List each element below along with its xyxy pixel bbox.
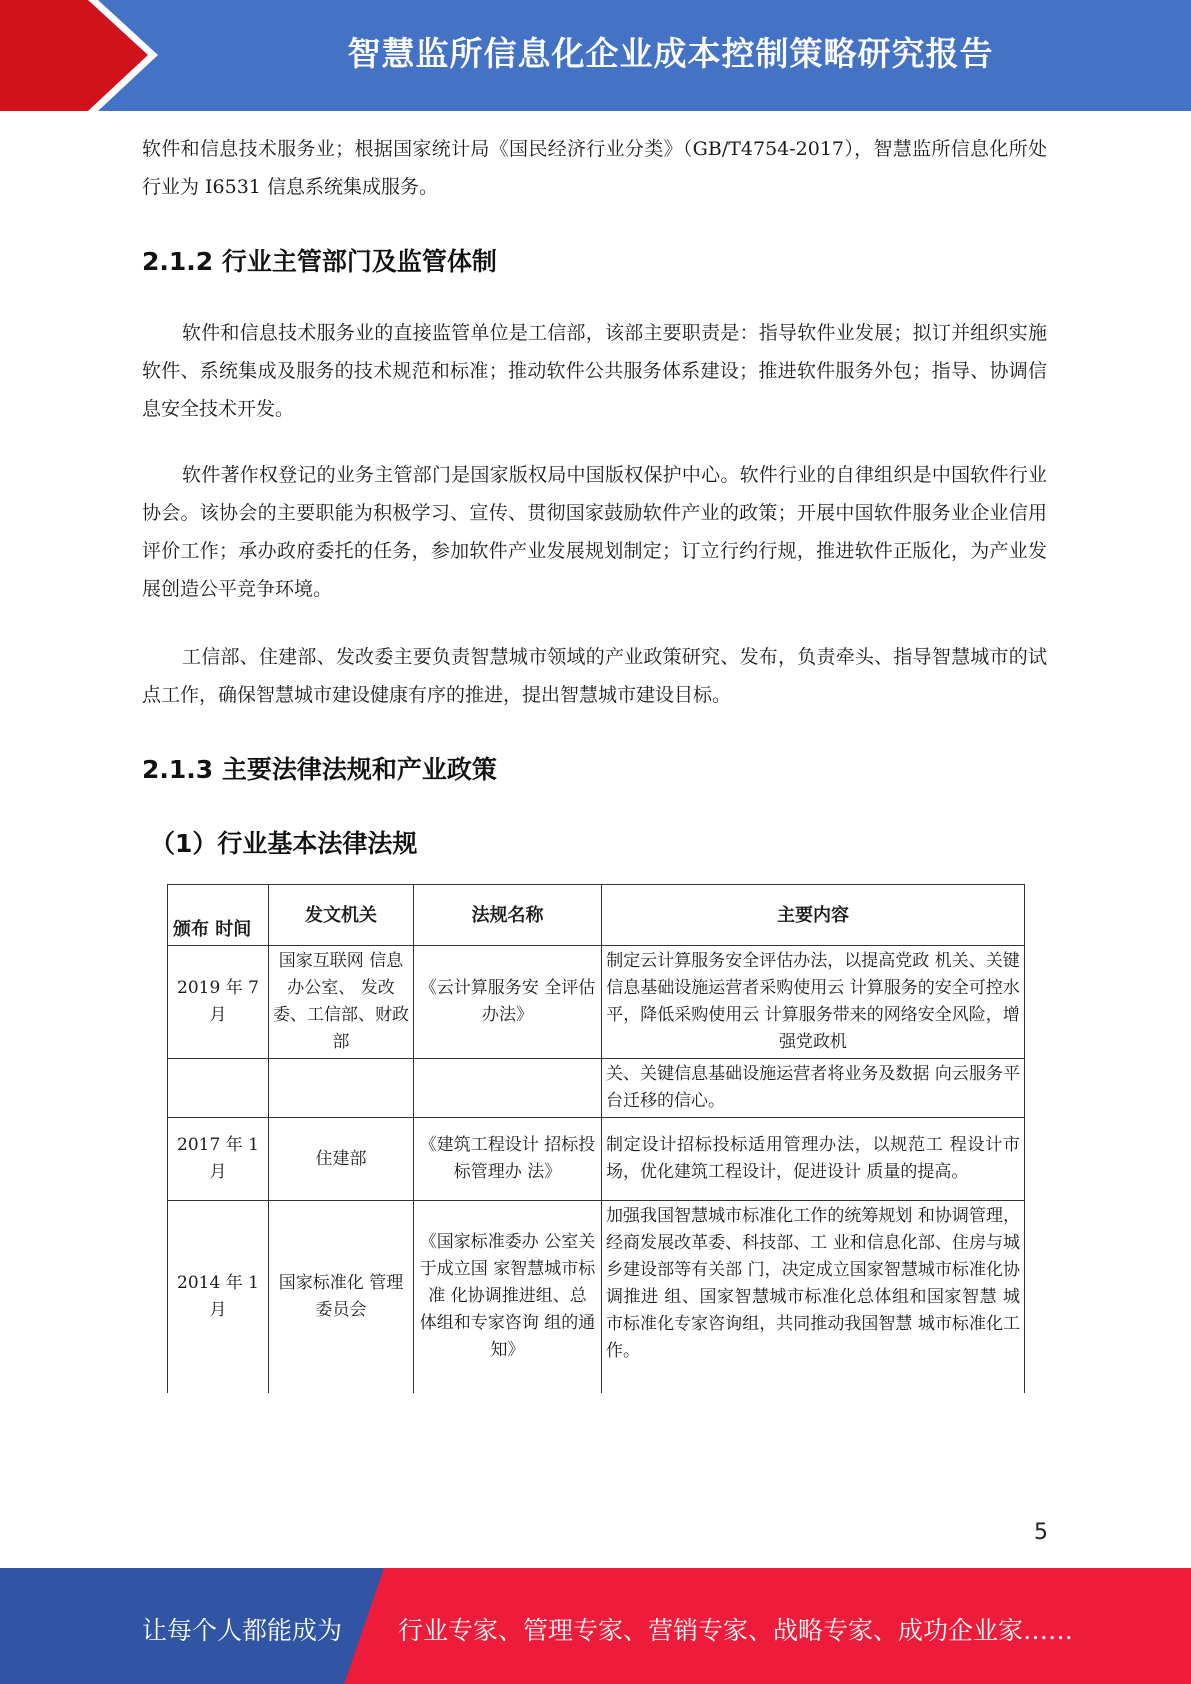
- cell-agency: [269, 1059, 414, 1118]
- table-row: [168, 1118, 1025, 1201]
- paragraph-regulator: 软件和信息技术服务业的直接监管单位是工信部，该部主要职责是：指导软件业发展；拟订并组织实施软件、系统集成及服务的技术规范和标准；推动软件公共服务体系建设；推进软件服务外包；指导、协调信息安全技术开发。: [142, 322, 1047, 420]
- cell-time: 2014 年 1月: [168, 1201, 269, 1393]
- header-cell-name: 法规名称: [414, 885, 602, 946]
- document-title: 智慧监所信息化企业成本控制策略研究报告: [347, 34, 994, 73]
- subsection-heading: （1）行业基本法律法规: [150, 829, 418, 858]
- footer-slogan-right: 行业专家、管理专家、营销专家、战略专家、成功企业家……: [398, 1616, 1074, 1645]
- cell-name: 《建筑工程设计 招标投标管理办 法》: [414, 1118, 602, 1201]
- regulations-table: [167, 884, 1024, 1393]
- document-body: [142, 130, 1047, 860]
- table-header-row: [168, 885, 1025, 946]
- section-heading-2-1-3: 2.1.3 主要法律法规和产业政策: [142, 755, 497, 784]
- intro-paragraph: 软件和信息技术服务业；根据国家统计局《国民经济行业分类》（GB/T4754-2017），智慧监所信息化所处行业为 I6531 信息系统集成服务。: [142, 138, 1047, 198]
- cell-content: 制定云计算服务安全评估办法，以提高党政 机关、关键信息基础设施运营者采购使用云 计算服务的安全可控水平，降低采购使用云 计算服务带来的网络安全风险，增强党政机: [602, 946, 1025, 1059]
- header-band: [0, 0, 1191, 111]
- paragraph-copyright: 软件著作权登记的业务主管部门是国家版权局中国版权保护中心。软件行业的自律组织是中国软件行业协会。该协会的主要职能为积极学习、宣传、贯彻国家鼓励软件产业的政策；开展中国软件服务业企业信用评价工作；承办政府委托的任务，参加软件产业发展规划制定；订立行约行规，推进软件正版化，为产业发展创造公平竞争环境。: [142, 464, 1047, 600]
- paragraph-smart-city: 工信部、住建部、发改委主要负责智慧城市领域的产业政策研究、发布，负责牵头、指导智慧城市的试点工作，确保智慧城市建设健康有序的推进，提出智慧城市建设目标。: [142, 646, 1047, 706]
- cell-time: 2017 年 1月: [168, 1118, 269, 1201]
- cell-name: 《云计算服务安 全评估办法》: [414, 946, 602, 1059]
- footer-slogan-left: 让每个人都能成为: [142, 1616, 343, 1645]
- table-row: [168, 946, 1025, 1059]
- cell-agency: 住建部: [269, 1118, 414, 1201]
- cell-content: 关、关键信息基础设施运营者将业务及数据 向云服务平台迁移的信心。: [602, 1059, 1025, 1118]
- header-cell-agency: 发文机关: [269, 885, 414, 946]
- header-cell-time: 颁布 时间: [168, 885, 269, 946]
- table-row: [168, 1201, 1025, 1393]
- header-cell-content: 主要内容: [602, 885, 1025, 946]
- cell-time: [168, 1059, 269, 1118]
- page-number: 5: [1034, 1520, 1048, 1545]
- cell-agency: 国家标准化 管理委员会: [269, 1201, 414, 1393]
- section-heading-2-1-2: 2.1.2 行业主管部门及监管体制: [142, 247, 497, 276]
- cell-time: 2019 年 7月: [168, 946, 269, 1059]
- cell-name: [414, 1059, 602, 1118]
- cell-name: 《国家标准委办 公室关于成立国 家智慧城市标准 化协调推进组、总 体组和专家咨询 组的通知》: [414, 1201, 602, 1393]
- table-row: [168, 1059, 1025, 1118]
- cell-content: 加强我国智慧城市标准化工作的统筹规划 和协调管理，经商发展改革委、科技部、工 业和信息化部、住房与城乡建设部等有关部 门，决定成立国家智慧城市标准化协调推进 组、国家智慧城市标准化总体组和国家智慧 城市标准化专家咨询组，共同推动我国智慧 城市标准化工作。: [602, 1201, 1025, 1393]
- cell-agency: 国家互联网 信息办公室、 发改委、工信部、财政部: [269, 946, 414, 1059]
- cell-content: 制定设计招标投标适用管理办法，以规范工 程设计市场，优化建筑工程设计，促进设计 质量的提高。: [602, 1118, 1025, 1201]
